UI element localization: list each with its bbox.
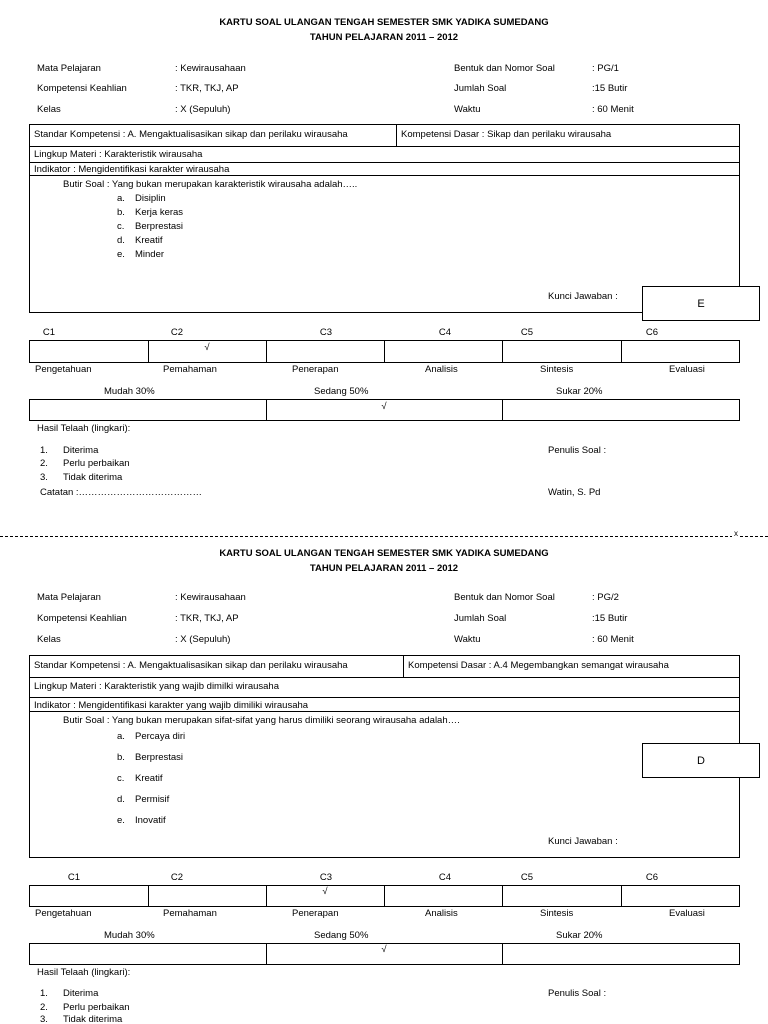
option-letter: a.: [117, 731, 125, 742]
level-label: Sedang 50%: [314, 386, 369, 397]
mata-pelajaran-label: Mata Pelajaran: [37, 63, 101, 74]
option-letter: d.: [117, 235, 125, 246]
mata-pelajaran-label: Mata Pelajaran: [37, 592, 101, 603]
c-header: C2: [170, 872, 184, 883]
option-text: Kreatif: [135, 235, 163, 246]
hasil-telaah-label: Hasil Telaah (lingkari):: [37, 423, 131, 434]
option-text: Kerja keras: [135, 207, 184, 218]
cut-line: [0, 536, 768, 537]
hasil-item: Tidak diterima: [63, 1014, 123, 1024]
option-letter: d.: [117, 794, 125, 805]
level-label: Mudah 30%: [104, 930, 155, 941]
mata-pelajaran-value: : Kewirausahaan: [175, 63, 246, 74]
option-text: Percaya diri: [135, 731, 186, 742]
lingkup-materi: Lingkup Materi : Karakteristik yang wajib dimilki wirausaha: [34, 681, 279, 692]
scissors-mark: x: [734, 529, 738, 538]
hasil-num: 3.: [40, 1014, 48, 1024]
c-header: C3: [319, 327, 333, 338]
level-label: Sukar 20%: [556, 930, 603, 941]
bentuk-soal-value: : PG/1: [592, 63, 619, 74]
c-header: C4: [438, 327, 452, 338]
level-check: √: [381, 401, 387, 412]
hasil-num: 3.: [40, 472, 48, 483]
kompetensi-dasar: Kompetensi Dasar : A.4 Megembangkan semangat wirausaha: [408, 660, 669, 671]
c-header: C5: [520, 327, 534, 338]
kelas-label: Kelas: [37, 634, 61, 645]
jumlah-soal-value: :15 Butir: [592, 613, 628, 624]
lingkup-materi: Lingkup Materi : Karakteristik wirausaha: [34, 149, 203, 160]
waktu-label: Waktu: [454, 634, 481, 645]
hasil-telaah-label: Hasil Telaah (lingkari):: [37, 967, 131, 978]
catatan: Catatan :…………………………………: [40, 487, 203, 498]
hasil-item: Diterima: [63, 445, 99, 456]
level-check: √: [381, 944, 387, 955]
c-name: Pengetahuan: [35, 908, 92, 919]
c-name: Sintesis: [540, 908, 574, 919]
c-name: Sintesis: [540, 364, 574, 375]
waktu-label: Waktu: [454, 104, 481, 115]
bentuk-soal-value: : PG/2: [592, 592, 619, 603]
c-name: Pemahaman: [163, 908, 217, 919]
option-text: Berprestasi: [135, 752, 184, 763]
card-subtitle: TAHUN PELAJARAN 2011 – 2012: [309, 563, 459, 574]
c-check: √: [322, 886, 328, 897]
level-label: Sukar 20%: [556, 386, 603, 397]
kompetensi-keahlian-value: : TKR, TKJ, AP: [175, 613, 239, 624]
c-name: Penerapan: [292, 364, 339, 375]
c-header: C3: [319, 872, 333, 883]
hasil-item: Tidak diterima: [63, 472, 123, 483]
c-header: C1: [67, 872, 81, 883]
hasil-item: Perlu perbaikan: [63, 458, 130, 469]
hasil-num: 2.: [40, 1002, 48, 1013]
kompetensi-keahlian-value: : TKR, TKJ, AP: [175, 83, 239, 94]
waktu-value: : 60 Menit: [592, 634, 634, 645]
c-name: Pemahaman: [163, 364, 217, 375]
c-name: Analisis: [425, 364, 458, 375]
option-text: Minder: [135, 249, 165, 260]
c-name: Pengetahuan: [35, 364, 92, 375]
kompetensi-keahlian-label: Kompetensi Keahlian: [37, 83, 127, 94]
c-header: C6: [645, 872, 659, 883]
kunci-jawaban-box: D: [642, 743, 760, 778]
option-text: Inovatif: [135, 815, 166, 826]
kompetensi-dasar: Kompetensi Dasar : Sikap dan perilaku wirausaha: [401, 129, 612, 140]
jumlah-soal-label: Jumlah Soal: [454, 83, 507, 94]
waktu-value: : 60 Menit: [592, 104, 634, 115]
bentuk-soal-label: Bentuk dan Nomor Soal: [454, 63, 555, 74]
kelas-value: : X (Sepuluh): [175, 634, 231, 645]
hasil-item: Diterima: [63, 988, 99, 999]
jumlah-soal-value: :15 Butir: [592, 83, 628, 94]
option-text: Permisif: [135, 794, 170, 805]
standar-kompetensi: Standar Kompetensi : A. Mengaktualisasikan sikap dan perilaku wirausaha: [34, 660, 348, 671]
level-label: Mudah 30%: [104, 386, 155, 397]
kunci-jawaban-label: Kunci Jawaban :: [548, 291, 618, 302]
option-letter: e.: [117, 249, 125, 260]
hasil-num: 2.: [40, 458, 48, 469]
c-header: C4: [438, 872, 452, 883]
indikator: Indikator : Mengidentifikasi karakter wirausaha: [34, 164, 230, 175]
option-letter: e.: [117, 815, 125, 826]
c-name: Penerapan: [292, 908, 339, 919]
kelas-value: : X (Sepuluh): [175, 104, 231, 115]
kunci-jawaban-label: Kunci Jawaban :: [548, 836, 618, 847]
standar-kompetensi: Standar Kompetensi : A. Mengaktualisasikan sikap dan perilaku wirausaha: [34, 129, 348, 140]
c-name: Evaluasi: [669, 364, 705, 375]
hasil-item: Perlu perbaikan: [63, 1002, 130, 1013]
hasil-num: 1.: [40, 988, 48, 999]
level-label: Sedang 50%: [314, 930, 369, 941]
kunci-jawaban-box: E: [642, 286, 760, 321]
c-name: Evaluasi: [669, 908, 705, 919]
card-title: KARTU SOAL ULANGAN TENGAH SEMESTER SMK YADIKA SUMEDANG: [219, 548, 549, 559]
c-check: √: [204, 342, 210, 353]
c-header: C6: [645, 327, 659, 338]
mata-pelajaran-value: : Kewirausahaan: [175, 592, 246, 603]
jumlah-soal-label: Jumlah Soal: [454, 613, 507, 624]
option-text: Berprestasi: [135, 221, 184, 232]
option-letter: c.: [117, 221, 125, 232]
option-letter: a.: [117, 193, 125, 204]
option-letter: c.: [117, 773, 125, 784]
option-text: Disiplin: [135, 193, 166, 204]
kompetensi-keahlian-label: Kompetensi Keahlian: [37, 613, 127, 624]
bentuk-soal-label: Bentuk dan Nomor Soal: [454, 592, 555, 603]
butir-soal: Butir Soal : Yang bukan merupakan karakteristik wirausaha adalah…..: [63, 179, 358, 190]
c-header: C1: [42, 327, 56, 338]
card-title: KARTU SOAL ULANGAN TENGAH SEMESTER SMK YADIKA SUMEDANG: [219, 17, 549, 28]
card-subtitle: TAHUN PELAJARAN 2011 – 2012: [309, 32, 459, 43]
butir-soal: Butir Soal : Yang bukan merupakan sifat-sifat yang harus dimiliki seorang wirausaha adalah….: [63, 715, 460, 726]
option-text: Kreatif: [135, 773, 163, 784]
hasil-num: 1.: [40, 445, 48, 456]
indikator: Indikator : Mengidentifikasi karakter yang wajib dimiliki wirausaha: [34, 700, 309, 711]
penulis-soal-name: Watin, S. Pd: [548, 487, 601, 498]
kelas-label: Kelas: [37, 104, 61, 115]
c-header: C2: [170, 327, 184, 338]
c-header: C5: [520, 872, 534, 883]
penulis-soal-label: Penulis Soal :: [548, 988, 607, 999]
option-letter: b.: [117, 207, 125, 218]
option-letter: b.: [117, 752, 125, 763]
c-name: Analisis: [425, 908, 458, 919]
penulis-soal-label: Penulis Soal :: [548, 445, 607, 456]
